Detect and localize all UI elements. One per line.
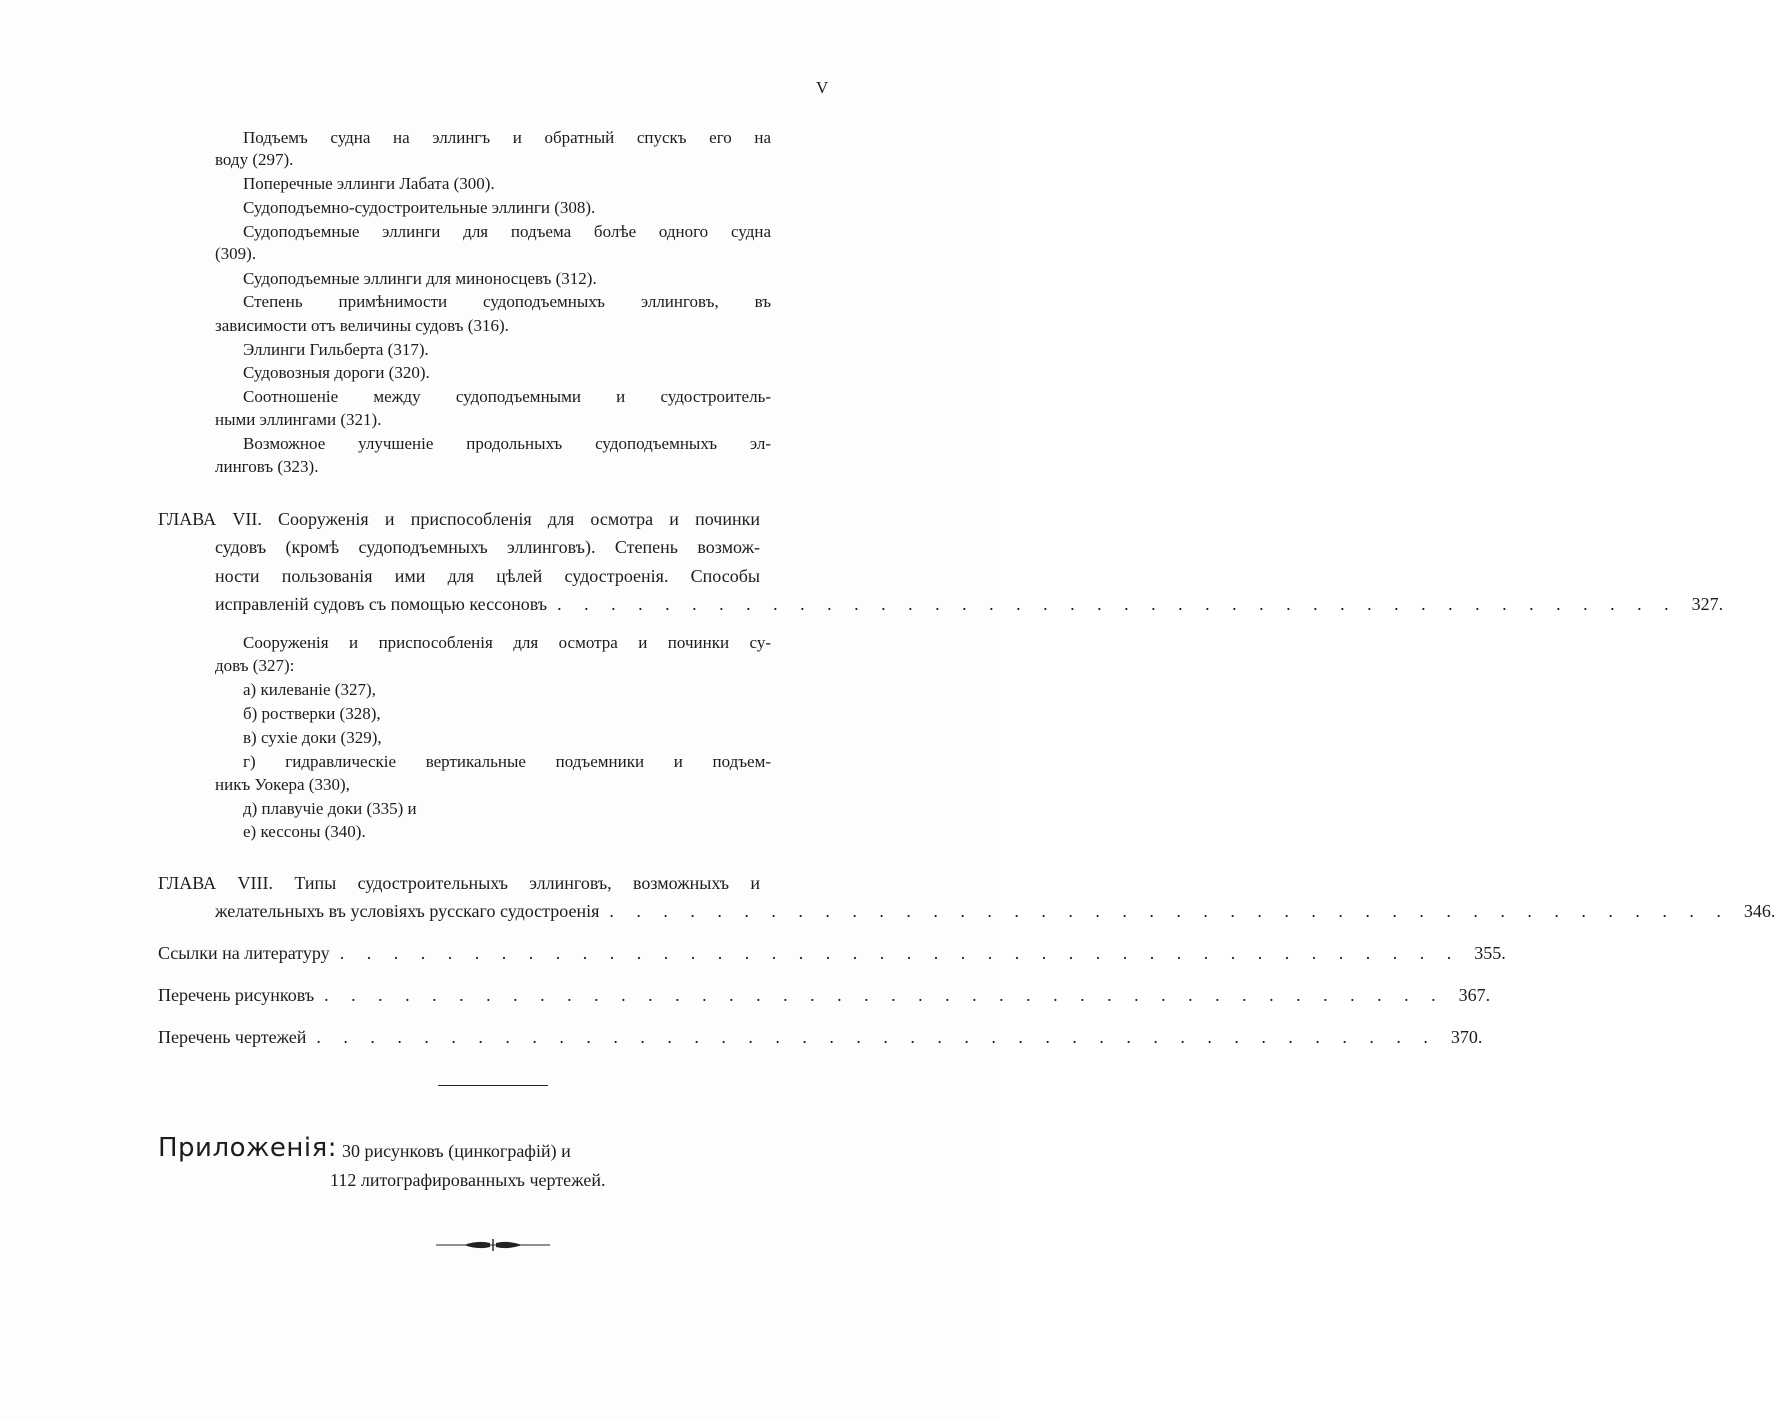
toc-subentry-line: Подъемъ судна на эллингъ и обратный спускъ его на [243, 128, 771, 147]
page-number: 370. [1450, 1027, 1483, 1047]
toc-subentry-line: воду (297). [215, 150, 294, 169]
page-number: 327. [1691, 594, 1724, 614]
toc-subentry-line: д) плавучіе доки (335) и [243, 799, 417, 818]
dot-leader: . . . . . . . . . . . . . . . . . . . . . . . . . . . . . . . . . . . . . . . . . . [609, 901, 1730, 921]
toc-leader-row [215, 899, 1775, 923]
entry-title: Ссылки на литературу [158, 943, 330, 963]
chapter-title-line: ности пользованія ими для цѣлей судостроенія. Способы [215, 566, 760, 586]
toc-subentry-line: Судоподъемные эллинги для миноносцевъ (312). [243, 269, 597, 288]
chapter-title-line: ГЛАВА VII. Сооруженія и приспособленія для осмотра и починки [158, 509, 760, 529]
appendices-label: Приложенія: [158, 1133, 338, 1163]
toc-subentry-line: ными эллингами (321). [215, 410, 382, 429]
dot-leader: . . . . . . . . . . . . . . . . . . . . . . . . . . . . . . . . . . . . . . . . . . [324, 985, 1445, 1005]
toc-subentry-line: никъ Уокера (330), [215, 775, 350, 794]
toc-subentry-line: Сооруженія и приспособленія для осмотра и починки су- [243, 633, 771, 652]
toc-subentry-line: Судоподъемно-судостроительные эллинги (308). [243, 198, 596, 217]
toc-subentry-line: довъ (327): [215, 656, 295, 675]
toc-subentry-line: Степень примѣнимости судоподъемныхъ эллинговъ, въ [243, 292, 771, 311]
entry-title: Перечень рисунковъ [158, 985, 315, 1005]
toc-subentry-line: зависимости отъ величины судовъ (316). [215, 316, 509, 335]
dot-leader: . . . . . . . . . . . . . . . . . . . . . . . . . . . . . . . . . . . . . . . . . . [316, 1027, 1437, 1047]
toc-subentry-line: (309). [215, 244, 257, 263]
appendix-line: 112 литографированныхъ чертежей. [330, 1170, 606, 1190]
page-number: 346. [1743, 901, 1775, 921]
chapter-title-line: исправленій судовъ съ помощью кессоновъ [215, 594, 548, 614]
chapter-title-line: желательныхъ въ условіяхъ русскаго судостроенія [215, 901, 600, 921]
toc-subentry-line: Поперечные эллинги Лабата (300). [243, 174, 495, 193]
chapter-title-line: ГЛАВА VIII. Типы судостроительныхъ эллинговъ, возможныхъ и [158, 873, 760, 893]
toc-subentry-line: Судовозныя дороги (320). [243, 363, 430, 382]
toc-subentry-line: в) сухіе доки (329), [243, 728, 382, 747]
toc-leader-row [215, 592, 1724, 616]
toc-subentry-line: Соотношеніе между судоподъемными и судостроитель- [243, 387, 771, 406]
ornament-divider-icon [436, 1238, 550, 1252]
toc-subentry-line: Эллинги Гильберта (317). [243, 340, 429, 359]
appendix-line: 30 рисунковъ (цинкографій) и [342, 1141, 571, 1161]
page-number: 367. [1458, 985, 1491, 1005]
toc-subentry-line: Возможное улучшеніе продольныхъ судоподъемныхъ эл- [243, 434, 771, 453]
dot-leader: . . . . . . . . . . . . . . . . . . . . . . . . . . . . . . . . . . . . . . . . . . [557, 594, 1678, 614]
page-number: 355. [1474, 943, 1506, 963]
toc-subentry-line: е) кессоны (340). [243, 822, 366, 841]
dot-leader: . . . . . . . . . . . . . . . . . . . . . . . . . . . . . . . . . . . . . . . . . . [339, 943, 1461, 963]
entry-title: Перечень чертежей [158, 1027, 307, 1047]
toc-entry-list-of-drawings [158, 1025, 1483, 1049]
toc-entry-list-of-figures [158, 983, 1491, 1007]
toc-subentry-line: линговъ (323). [215, 457, 319, 476]
section-divider [438, 1085, 548, 1086]
toc-subentry-line: Судоподъемные эллинги для подъема болѣе одного судна [243, 222, 771, 241]
toc-subentry-line: а) килеваніе (327), [243, 680, 376, 699]
page-folio: V [816, 78, 829, 97]
toc-entry-references [158, 941, 1506, 965]
toc-subentry-line: г) гидравлическіе вертикальные подъемники и подъем- [243, 752, 771, 771]
chapter-title-line: судовъ (кромѣ судоподъемныхъ эллинговъ). Степень возмож- [215, 537, 760, 557]
toc-subentry-line: б) ростверки (328), [243, 704, 381, 723]
